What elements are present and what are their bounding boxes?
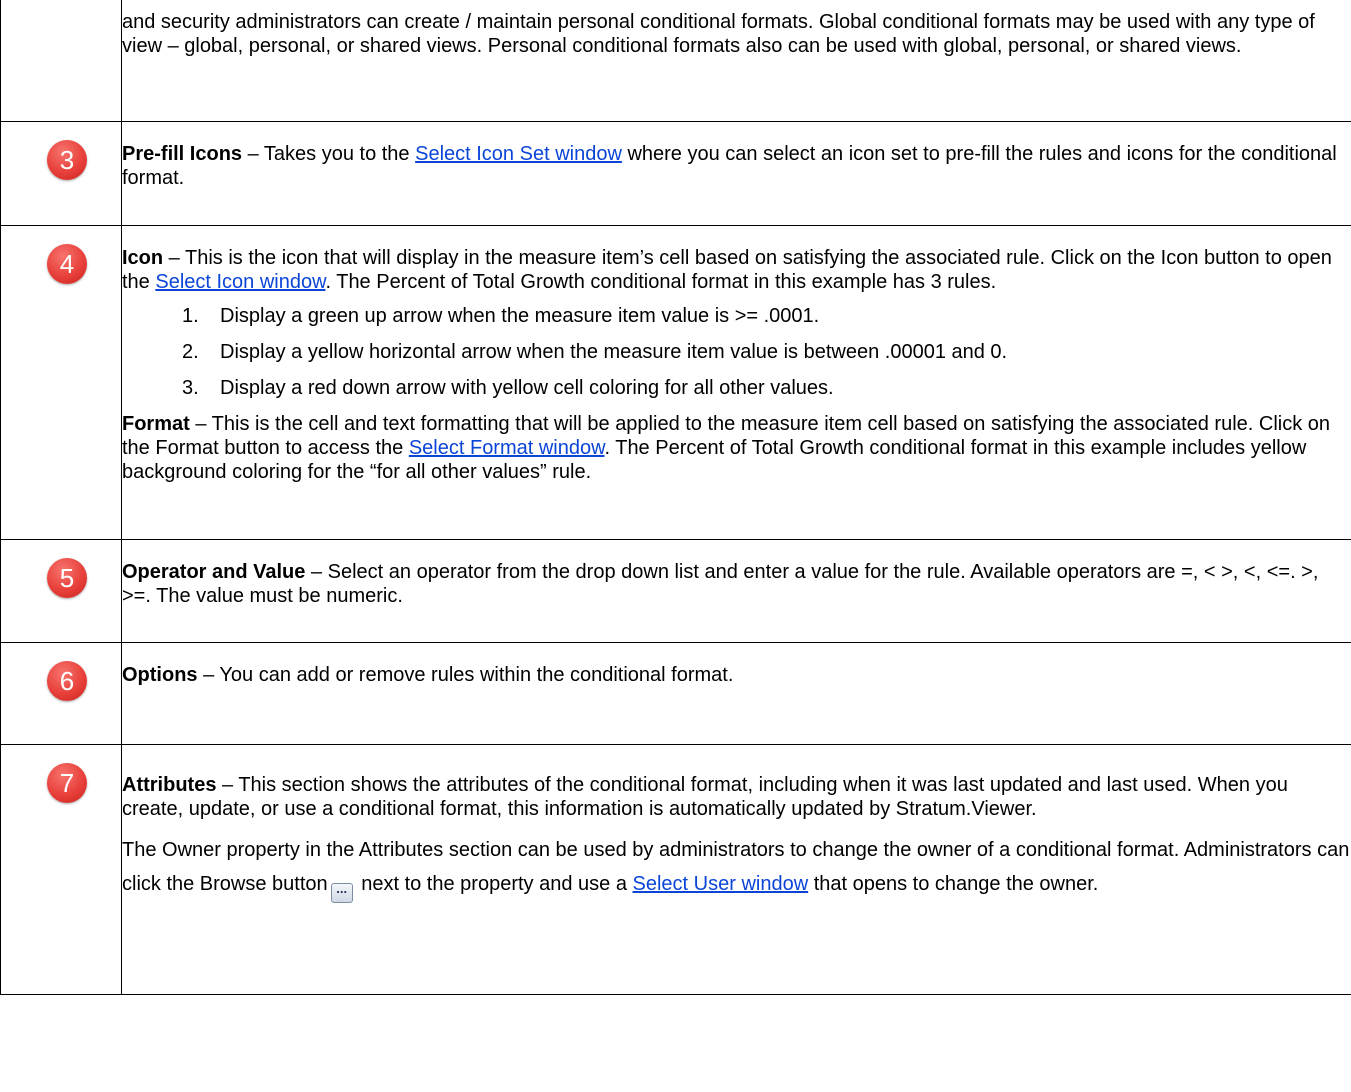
number-badge-7: 7 xyxy=(47,763,87,803)
table-row xyxy=(1,745,1351,995)
number-cell xyxy=(1,745,122,995)
item-title: Format xyxy=(122,413,190,435)
list-item xyxy=(182,340,1351,364)
item-text: next to the property and use a xyxy=(355,873,633,895)
number-cell xyxy=(1,122,122,226)
item-title: Attributes xyxy=(122,774,217,796)
prefill-icons-paragraph xyxy=(122,142,1351,190)
table-row xyxy=(1,643,1351,745)
item-text: that opens to change the owner. xyxy=(808,873,1099,895)
owner-paragraph xyxy=(122,833,1351,903)
number-badge-6: 6 xyxy=(47,661,87,701)
description-cell xyxy=(122,226,1351,540)
item-text: – This section shows the attributes of the conditional format, including when it was last updated and last used. When you create, update, or use a conditional format, this information is automatically updated by Stratum.Viewer. xyxy=(122,774,1288,820)
table-row xyxy=(1,0,1351,122)
list-number: 2. xyxy=(182,341,199,363)
list-number: 3. xyxy=(182,377,199,399)
select-user-link[interactable]: Select User window xyxy=(632,873,809,895)
description-cell xyxy=(122,745,1351,995)
item-text: – This is the cell and text formatting that will be applied to the measure item cell based on satisfying the associated rule. Click on the Format button to access the xyxy=(122,413,1331,459)
item-title: Icon xyxy=(122,247,164,269)
list-text: Display a green up arrow when the measure item value is >= .0001. xyxy=(220,305,820,327)
operator-value-paragraph xyxy=(122,560,1351,608)
item-text: where you can select an icon set to pre-fill the rules and icons for the conditional format. xyxy=(122,143,1337,189)
list-text: Display a red down arrow with yellow cell coloring for all other values. xyxy=(220,377,834,399)
rules-list xyxy=(122,304,1351,400)
attributes-paragraph xyxy=(122,773,1351,821)
select-icon-set-link[interactable]: Select Icon Set window xyxy=(415,143,622,165)
description-cell xyxy=(122,643,1351,745)
number-cell xyxy=(1,226,122,540)
item-text: – Takes you to the xyxy=(242,143,416,165)
list-item xyxy=(182,304,1351,328)
table-row xyxy=(1,226,1351,540)
item-text: . The Percent of Total Growth conditional format in this example includes yellow background coloring for the “for all other values” rule. xyxy=(122,437,1307,483)
select-icon-link[interactable]: Select Icon window xyxy=(155,271,326,293)
list-item xyxy=(182,376,1351,400)
select-format-link[interactable]: Select Format window xyxy=(408,437,605,459)
description-cell xyxy=(122,122,1351,226)
item-text: – This is the icon that will display in the measure item’s cell based on satisfying the associated rule. Click on the Icon button to open the xyxy=(122,247,1332,293)
number-cell xyxy=(1,643,122,745)
item-title: Operator and Value xyxy=(122,561,306,583)
format-paragraph xyxy=(122,412,1351,484)
item-text: – You can add or remove rules within the conditional format. xyxy=(197,664,734,686)
item-text: . The Percent of Total Growth conditional format in this example has 3 rules. xyxy=(325,271,997,293)
ellipsis-browse-icon: ... xyxy=(331,883,353,903)
item-title: Options xyxy=(122,664,198,686)
description-cell xyxy=(122,540,1351,643)
item-text: – Select an operator from the drop down list and enter a value for the rule. Available operators are =, < >, <, <=. >, >=. The value must be numeric. xyxy=(122,561,1319,607)
options-paragraph xyxy=(122,663,1351,687)
item-title: Pre-fill Icons xyxy=(122,143,243,165)
number-badge-5: 5 xyxy=(47,558,87,598)
number-cell xyxy=(1,0,122,122)
item-text: The Owner property in the Attributes section can be used by administrators to change the owner of a conditional format. Administrators can click the Browse button xyxy=(122,839,1350,895)
list-number: 1. xyxy=(182,305,199,327)
table-row xyxy=(1,122,1351,226)
number-badge-3: 3 xyxy=(47,140,87,180)
table-row xyxy=(1,540,1351,643)
icon-paragraph xyxy=(122,246,1351,294)
number-badge-4: 4 xyxy=(47,244,87,284)
number-cell xyxy=(1,540,122,643)
continuation-paragraph: and security administrators can create / maintain personal conditional formats. Global conditional formats may be used with any type of view – global, personal, or shared views. Personal conditional formats also can be used with global, personal, or shared views. xyxy=(122,11,1315,57)
list-text: Display a yellow horizontal arrow when the measure item value is between .00001 and 0. xyxy=(220,341,1008,363)
description-cell xyxy=(122,0,1351,122)
